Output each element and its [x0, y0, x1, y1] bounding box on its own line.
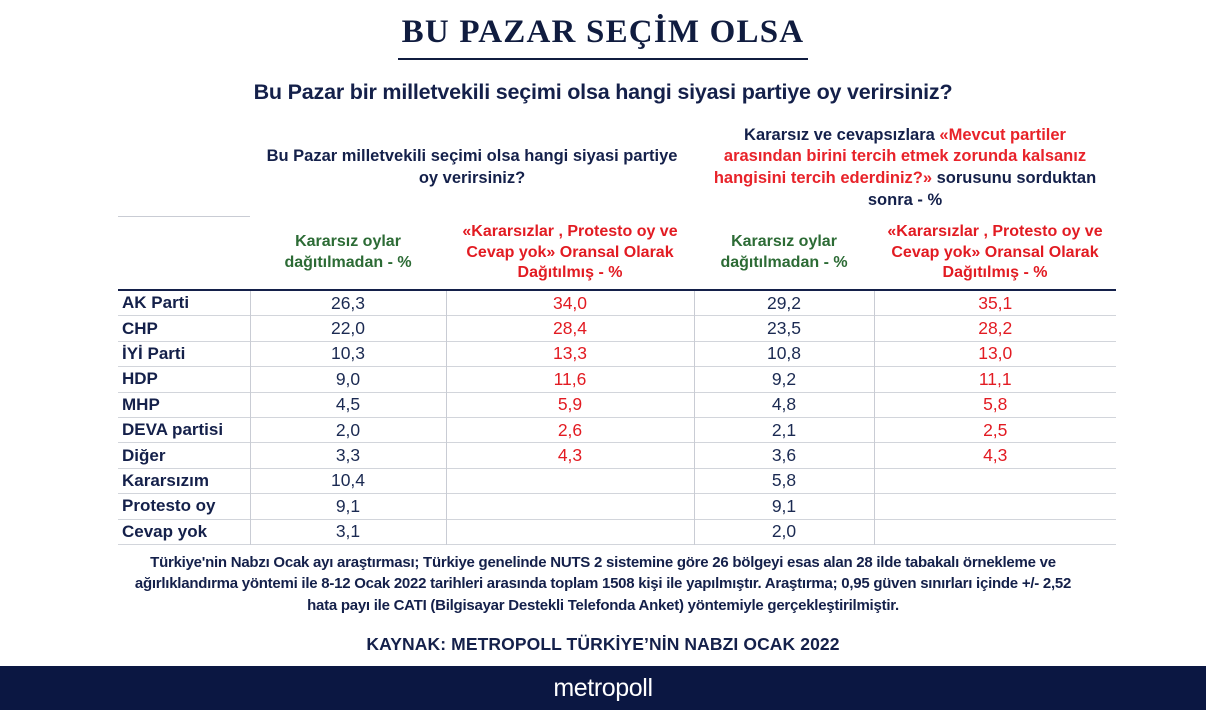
row-value-3: 4,8: [694, 392, 874, 417]
row-value-2: 2,6: [446, 417, 694, 442]
row-value-3: 3,6: [694, 443, 874, 468]
group-header-row: [118, 120, 1116, 217]
poll-table-container: [118, 120, 1116, 545]
column-header-3: Kararsız oylar dağıtılmadan - %: [720, 233, 848, 271]
row-value-4: 13,0: [874, 341, 1116, 366]
row-value-1: 3,3: [250, 443, 446, 468]
row-label: Kararsızım: [118, 468, 250, 493]
row-value-3: 9,2: [694, 367, 874, 392]
group-header-right-suffix: sorusunu sorduktan sonra - %: [867, 169, 1097, 210]
poll-table: [118, 120, 1116, 545]
column-header-row: [118, 217, 1116, 291]
row-label: HDP: [118, 367, 250, 392]
row-label: Diğer: [118, 443, 250, 468]
row-value-2: [446, 468, 694, 493]
table-row: [118, 443, 1116, 468]
row-value-4: 4,3: [874, 443, 1116, 468]
table-row: [118, 468, 1116, 493]
row-value-2: [446, 494, 694, 519]
rule-cell: [694, 544, 874, 545]
group-header-empty: [118, 120, 250, 217]
row-value-3: 2,0: [694, 519, 874, 544]
row-value-1: 10,4: [250, 468, 446, 493]
row-value-4: 2,5: [874, 417, 1116, 442]
column-header-2: «Kararsızlar , Protesto oy ve Cevap yok» Oransal Olarak Dağıtılmış - %: [462, 223, 678, 281]
row-value-4: [874, 468, 1116, 493]
row-label: İYİ Parti: [118, 341, 250, 366]
row-label: CHP: [118, 316, 250, 341]
group-header-right-prefix: Kararsız ve cevapsızlara: [744, 125, 940, 144]
table-row: [118, 341, 1116, 366]
title-block: [0, 14, 1206, 60]
table-row: [118, 290, 1116, 316]
table-row: [118, 519, 1116, 544]
row-value-4: 28,2: [874, 316, 1116, 341]
row-value-1: 3,1: [250, 519, 446, 544]
row-value-3: 2,1: [694, 417, 874, 442]
row-label: Cevap yok: [118, 519, 250, 544]
row-label: AK Parti: [118, 290, 250, 316]
row-value-3: 29,2: [694, 290, 874, 316]
table-row: [118, 367, 1116, 392]
row-value-3: 5,8: [694, 468, 874, 493]
table-row: [118, 392, 1116, 417]
row-value-1: 26,3: [250, 290, 446, 316]
row-value-4: [874, 494, 1116, 519]
column-header-1: Kararsız oylar dağıtılmadan - %: [284, 233, 412, 271]
group-header-left: Bu Pazar milletvekili seçimi olsa hangi siyasi partiye oy verirsiniz?: [266, 147, 678, 188]
row-label: DEVA partisi: [118, 417, 250, 442]
row-value-4: 5,8: [874, 392, 1116, 417]
table-row: [118, 316, 1116, 341]
row-value-1: 22,0: [250, 316, 446, 341]
group-header-right-quote: «Mevcut partiler arasından birini tercih etmek zorunda kalsanız hangisini tercih ederdiniz?»: [713, 125, 1087, 188]
table-row: [118, 417, 1116, 442]
column-header-4: «Kararsızlar , Protesto oy ve Cevap yok» Oransal Olarak Dağıtılmış - %: [887, 223, 1103, 281]
row-value-4: 11,1: [874, 367, 1116, 392]
table-bottom-rule: [118, 544, 1116, 545]
row-value-2: [446, 519, 694, 544]
column-header-party: [118, 217, 250, 291]
row-label: MHP: [118, 392, 250, 417]
rule-cell: [118, 544, 250, 545]
page-subtitle: Bu Pazar bir milletvekili seçimi olsa hangi siyasi partiye oy verirsiniz?: [253, 80, 953, 104]
rule-cell: [446, 544, 694, 545]
row-value-4: [874, 519, 1116, 544]
footer-bar: [0, 666, 1206, 710]
row-value-2: 34,0: [446, 290, 694, 316]
row-value-3: 9,1: [694, 494, 874, 519]
row-value-3: 10,8: [694, 341, 874, 366]
row-value-4: 35,1: [874, 290, 1116, 316]
row-value-1: 9,1: [250, 494, 446, 519]
poll-table-body: [118, 290, 1116, 545]
row-value-1: 4,5: [250, 392, 446, 417]
row-value-1: 2,0: [250, 417, 446, 442]
table-row: [118, 494, 1116, 519]
row-value-2: 13,3: [446, 341, 694, 366]
row-value-2: 28,4: [446, 316, 694, 341]
source-line: KAYNAK: METROPOLL TÜRKİYE’NİN NABZI OCAK 2022: [366, 634, 840, 654]
row-value-2: 5,9: [446, 392, 694, 417]
brand-logo: metropoll: [553, 673, 653, 702]
row-value-1: 10,3: [250, 341, 446, 366]
rule-cell: [874, 544, 1116, 545]
methodology-note: Türkiye'nin Nabzı Ocak ayı araştırması; Türkiye genelinde NUTS 2 sistemine göre 26 bölgeyi esas alan 28 ilde tabakalı örnekleme ve ağırlıklandırma yöntemi ile 8-12 Ocak 2022 tarihleri arasında toplam 1508 kişi ile yapılmıştır. Araştırma; 0,95 güven sınırları içinde +/- 2,52 hata payı ile CATI (Bilgisayar Destekli Telefonda Anket) yöntemiyle gerçekleştirilmiştir.: [134, 554, 1072, 614]
row-value-1: 9,0: [250, 367, 446, 392]
page-title: BU PAZAR SEÇİM OLSA: [398, 14, 809, 60]
row-value-3: 23,5: [694, 316, 874, 341]
group-header-right: [694, 120, 1116, 217]
row-label: Protesto oy: [118, 494, 250, 519]
rule-cell: [250, 544, 446, 545]
row-value-2: 4,3: [446, 443, 694, 468]
row-value-2: 11,6: [446, 367, 694, 392]
